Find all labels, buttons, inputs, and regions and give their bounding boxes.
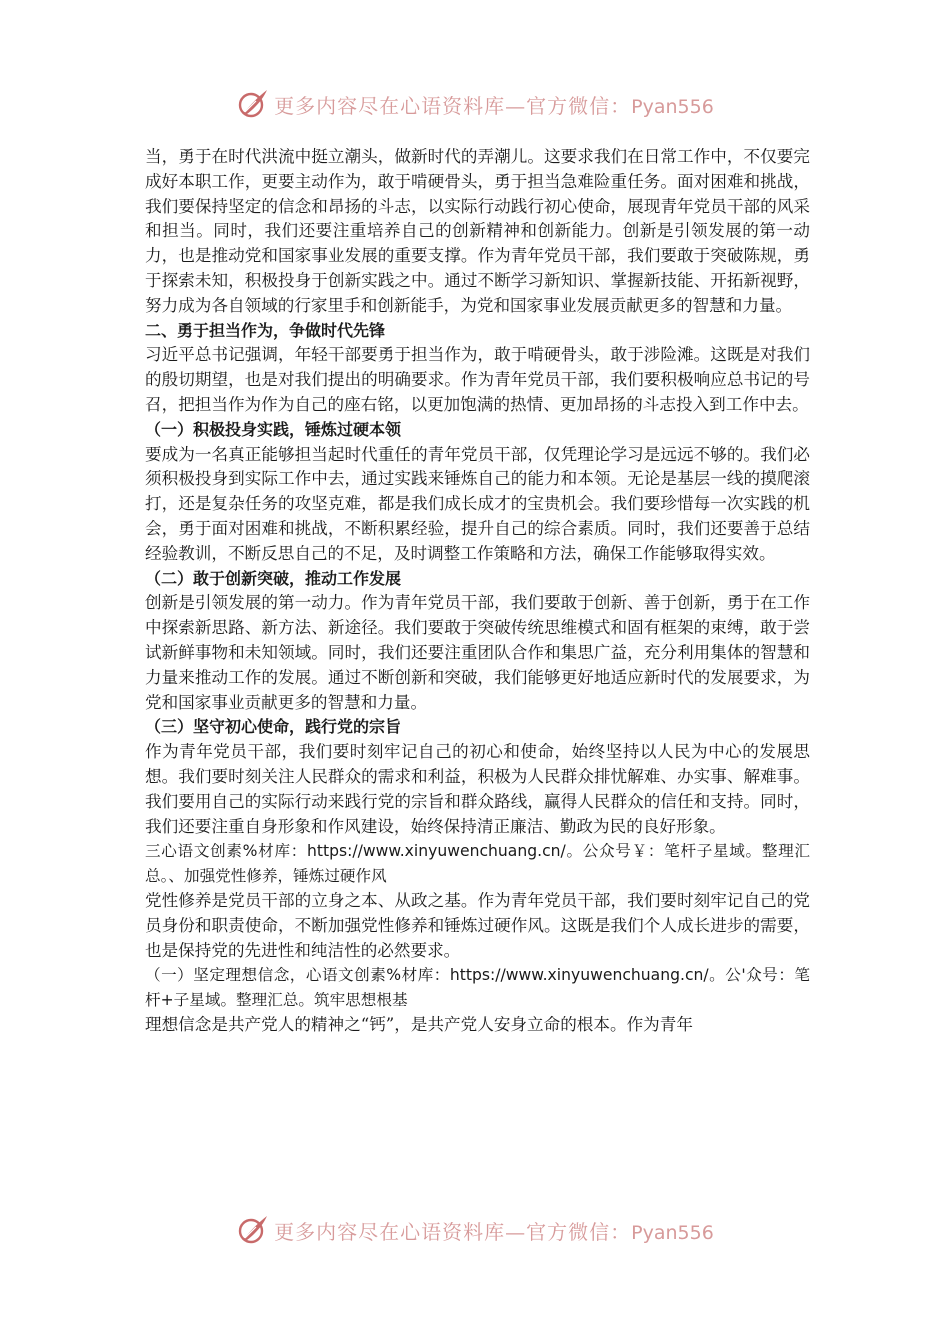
body-paragraph: 要成为一名真正能够担当起时代重任的青年党员干部，仅凭理论学习是远远不够的。我们必须积极投身到实际工作中去，通过实践来锤炼自己的能力和本领。无论是基层一线的摸爬滚打，还是复杂任务的攻坚克难，都是我们成长成才的宝贵机会。我们要珍惜每一次实践的机会，勇于面对困难和挑战，不断积累经验，提升自己的综合素质。同时，我们还要善于总结经验教训，不断反思自己的不足，及时调整工作策略和方法，确保工作能够取得实效。 — [145, 444, 810, 563]
section-heading: （一）积极投身实践，锤炼过硬本领 — [145, 419, 402, 439]
body-paragraph: 党性修养是党员干部的立身之本、从政之基。作为青年党员干部，我们要时刻牢记自己的党员身份和职责使命，不断加强党性修养和锤炼过硬作风。这既是我们个人成长进步的需要，也是保持党的先进性和纯洁性的必然要求。 — [145, 890, 810, 960]
section-heading: （二）敢于创新突破，推动工作发展 — [145, 568, 402, 588]
watermark-line: （一）坚定理想信念，心语文创素%材库：https://www.xinyuwenchuang.cn/。公'众号：笔杆+子星域。整理汇总。筑牢思想根基 — [145, 966, 810, 1010]
body-paragraph: 习近平总书记强调，年轻干部要勇于担当作为，敢于啃硬骨头，敢于涉险滩。这既是对我们的殷切期望，也是对我们提出的明确要求。作为青年党员干部，我们要积极响应总书记的号召，把担当作为作为自己的座右铭，以更加饱满的热情、更加昂扬的斗志投入到工作中去。 — [145, 345, 810, 414]
section-heading: 二、勇于担当作为，争做时代先锋 — [145, 320, 386, 340]
banner-text: 更多内容尽在心语资料库—官方微信：Pyan556 — [274, 1219, 714, 1244]
banner-text: 更多内容尽在心语资料库—官方微信：Pyan556 — [274, 93, 714, 118]
header-banner — [0, 84, 950, 124]
document-body — [145, 145, 810, 1038]
section-heading: （三）坚守初心使命，践行党的宗旨 — [145, 717, 402, 737]
body-paragraph: 理想信念是共产党人的精神之“钙”，是共产党人安身立命的根本。作为青年 — [145, 1014, 693, 1034]
watermark-line: 三心语文创素%材库：https://www.xinyuwenchuang.cn/。公众号￥：笔杆子星域。整理汇总。、加强党性修养，锤炼过硬作风 — [145, 842, 810, 886]
body-paragraph: 作为青年党员干部，我们要时刻牢记自己的初心和使命，始终坚持以人民为中心的发展思想。我们要时刻关注人民群众的需求和利益，积极为人民群众排忧解难、办实事、解难事。我们要用自己的实际行动来践行党的宗旨和群众路线，赢得人民群众的信任和支持。同时，我们还要注重自身形象和作风建设，始终保持清正廉洁、勤政为民的良好形象。 — [145, 742, 810, 836]
footer-banner — [0, 1210, 950, 1250]
body-paragraph: 当，勇于在时代洪流中挺立潮头，做新时代的弄潮儿。这要求我们在日常工作中，不仅要完成好本职工作，更要主动作为，敢于啃硬骨头，勇于担当急难险重任务。面对困难和挑战，我们要保持坚定的信念和昂扬的斗志，以实际行动践行初心使命，展现青年党员干部的风采和担当。同时，我们还要注重培养自己的创新精神和创新能力。创新是引领发展的第一动力，也是推动党和国家事业发展的重要支撑。作为青年党员干部，我们要敢于突破陈规，勇于探索未知，积极投身于创新实践之中。通过不断学习新知识、掌握新技能、开拓新视野，努力成为各自领域的行家里手和创新能手，为党和国家事业发展贡献更多的智慧和力量。 — [145, 147, 810, 315]
quill-logo-icon — [236, 87, 270, 121]
quill-logo-icon — [236, 1213, 270, 1247]
body-paragraph: 创新是引领发展的第一动力。作为青年党员干部，我们要敢于创新、善于创新，勇于在工作中探索新思路、新方法、新途径。我们要敢于突破传统思维模式和固有框架的束缚，敢于尝试新鲜事物和未知领域。同时，我们还要注重团队合作和集思广益，充分利用集体的智慧和力量来推动工作的发展。通过不断创新和突破，我们能够更好地适应新时代的发展要求，为党和国家事业贡献更多的智慧和力量。 — [145, 593, 810, 712]
